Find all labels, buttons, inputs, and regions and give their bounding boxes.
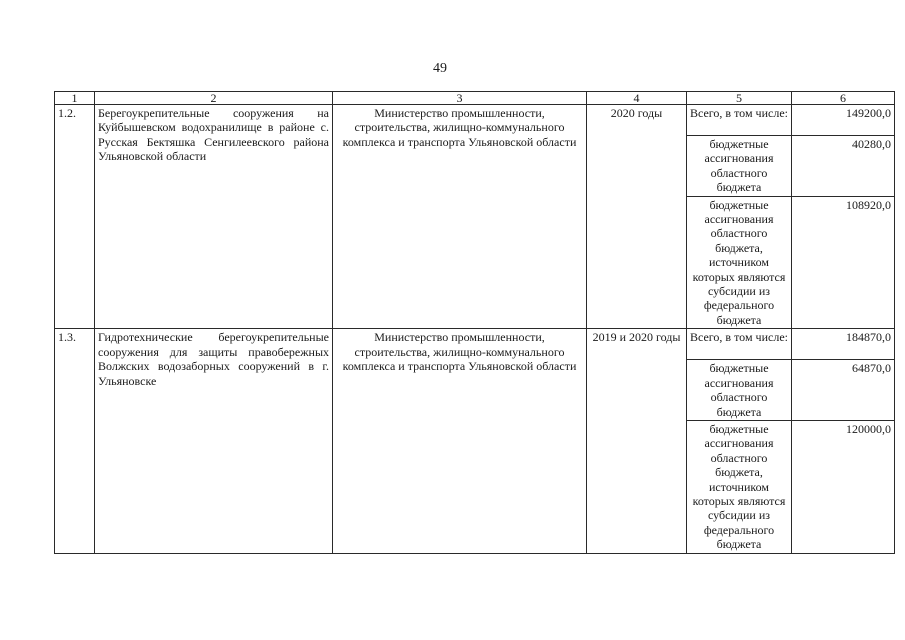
column-header: 6 (792, 92, 895, 105)
item-number: 1.3. (55, 329, 95, 553)
column-header: 5 (687, 92, 792, 105)
ministry-name: Министерство промышленности, строительства, жилищно-коммунального комплекса и транспорта Ульяновской области (333, 105, 587, 329)
funding-amount: 184870,0 (792, 329, 895, 360)
funding-amount: 40280,0 (792, 136, 895, 197)
implementation-years: 2020 годы (587, 105, 687, 329)
funding-source: бюджетные ассигнования областного бюджета (687, 136, 792, 197)
column-header: 4 (587, 92, 687, 105)
implementation-years: 2019 и 2020 годы (587, 329, 687, 553)
funding-amount: 120000,0 (792, 420, 895, 553)
object-name: Гидротехнические берегоукрепительные сооружения для защиты правобережных Волжских водозаборных сооружений в г. Ульяновске (95, 329, 333, 553)
column-header: 2 (95, 92, 333, 105)
column-header: 3 (333, 92, 587, 105)
funding-amount: 149200,0 (792, 105, 895, 136)
funding-source: бюджетные ассигнования областного бюджета, источником которых являются субсидии из федерального бюджета (687, 420, 792, 553)
funding-source: бюджетные ассигнования областного бюджета, источником которых являются субсидии из федерального бюджета (687, 196, 792, 329)
budget-table (54, 91, 895, 554)
funding-source: Всего, в том числе: (687, 329, 792, 360)
page-number: 49 (433, 61, 447, 76)
funding-amount: 64870,0 (792, 360, 895, 421)
item-number: 1.2. (55, 105, 95, 329)
funding-source: бюджетные ассигнования областного бюджета (687, 360, 792, 421)
ministry-name: Министерство промышленности, строительства, жилищно-коммунального комплекса и транспорта Ульяновской области (333, 329, 587, 553)
object-name: Берегоукрепительные сооружения на Куйбышевском водохранилище в районе с. Русская Бектяшка Сенгилеевского района Ульяновской области (95, 105, 333, 329)
funding-source: Всего, в том числе: (687, 105, 792, 136)
table-header-row (55, 92, 895, 105)
table-row (55, 105, 895, 136)
column-header: 1 (55, 92, 95, 105)
funding-amount: 108920,0 (792, 196, 895, 329)
table-row (55, 329, 895, 360)
